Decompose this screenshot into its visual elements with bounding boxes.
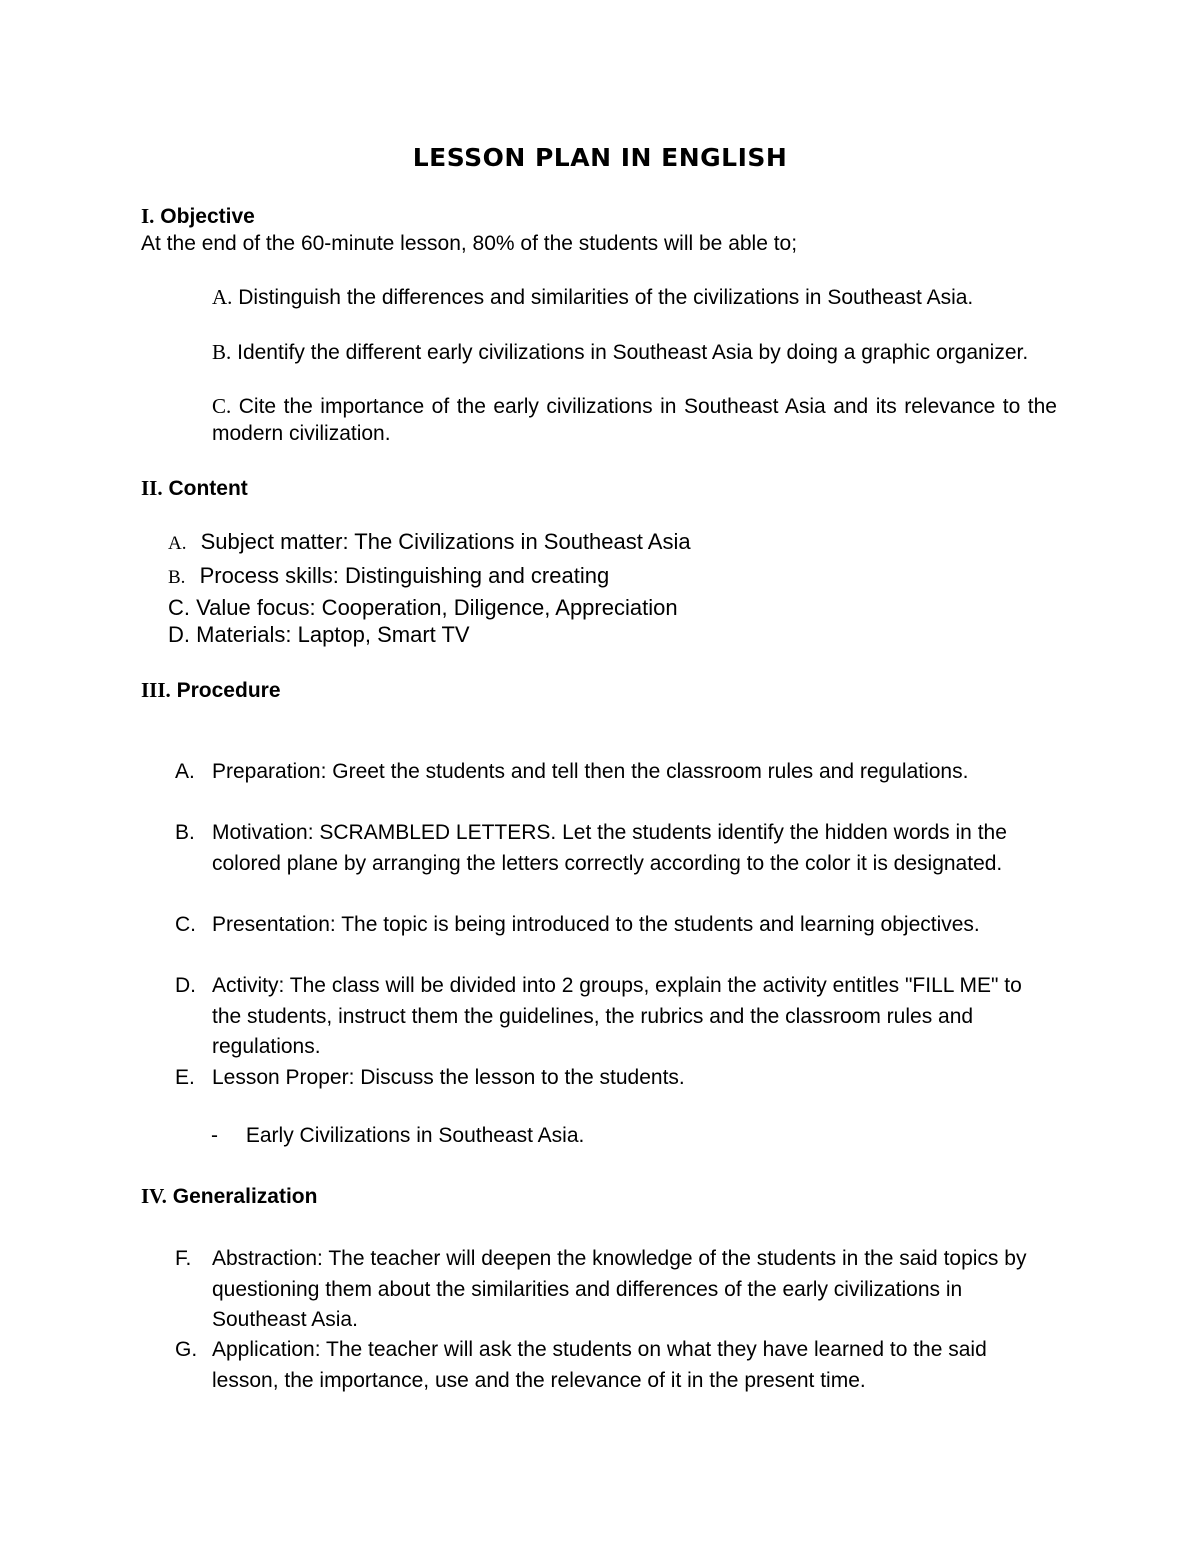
objective-item-b — [212, 339, 1057, 366]
objective-item-c — [212, 393, 1057, 447]
procedure-item-letter: B. — [175, 821, 195, 844]
generalization-numeral: IV. — [141, 1184, 167, 1208]
objective-item-letter: C. — [212, 394, 232, 418]
content-item-text: Value focus: Cooperation, Diligence, Appreciation — [196, 595, 678, 620]
objective-item-text: Distinguish the differences and similarities of the civilizations in Southeast Asia. — [238, 286, 974, 309]
procedure-item-text: Presentation: The topic is being introduced to the students and learning objectives. — [212, 913, 980, 936]
procedure-sub-bullet — [211, 1122, 584, 1149]
generalization-item-letter: F. — [175, 1247, 192, 1270]
content-item-letter: C. — [168, 595, 190, 620]
content-numeral: II. — [141, 476, 163, 500]
generalization-heading — [141, 1183, 317, 1210]
objective-item-a — [212, 284, 1057, 311]
content-item-text: Process skills: Distinguishing and creating — [199, 563, 610, 588]
procedure-numeral: III. — [141, 678, 171, 702]
objective-item-text: Identify the different early civilizations in Southeast Asia by doing a graphic organizer. — [237, 341, 1029, 364]
content-item-letter: A. — [168, 533, 187, 554]
objective-numeral: I. — [141, 204, 155, 228]
generalization-heading-text: Generalization — [172, 1185, 318, 1208]
procedure-item-text: Lesson Proper: Discuss the lesson to the students. — [212, 1066, 685, 1089]
procedure-item-letter: A. — [175, 760, 195, 783]
procedure-heading — [141, 677, 281, 704]
content-heading — [141, 475, 248, 502]
content-item-letter: D. — [168, 622, 190, 647]
content-item-text: Subject matter: The Civilizations in Southeast Asia — [200, 529, 691, 554]
procedure-item-letter: C. — [175, 913, 196, 936]
procedure-item-text: Activity: The class will be divided into 2 groups, explain the activity entitles "FILL ME" to the students, instruct them the guidelines, the rubrics and the classroom rules and regulations. — [212, 974, 1022, 1058]
procedure-item-letter: E. — [175, 1066, 195, 1089]
procedure-item-text: Preparation: Greet the students and tell then the classroom rules and regulations. — [212, 760, 969, 783]
sub-bullet-marker: - — [211, 1124, 218, 1147]
content-item-a — [168, 528, 691, 558]
procedure-item-letter: D. — [175, 974, 196, 997]
content-item-letter: B. — [168, 567, 186, 588]
objective-item-letter: B. — [212, 340, 232, 364]
generalization-item-letter: G. — [175, 1338, 198, 1361]
content-item-b — [168, 562, 609, 592]
procedure-heading-text: Procedure — [176, 679, 281, 702]
objective-heading-text: Objective — [160, 205, 255, 228]
objective-item-text: Cite the importance of the early civilizations in Southeast Asia and its relevance to the modern civilization. — [212, 395, 1057, 445]
generalization-item-text: Application: The teacher will ask the students on what they have learned to the said lesson, the importance, use and the relevance of it in the present time. — [212, 1338, 987, 1392]
content-item-text: Materials: Laptop, Smart TV — [196, 622, 470, 647]
procedure-item-text: Motivation: SCRAMBLED LETTERS. Let the students identify the hidden words in the colored plane by arranging the letters correctly according to the color it is designated. — [212, 821, 1007, 875]
content-item-d — [168, 621, 470, 649]
document-title: LESSON PLAN IN ENGLISH — [412, 143, 788, 172]
content-item-c — [168, 594, 678, 622]
sub-bullet-text: Early Civilizations in Southeast Asia. — [245, 1124, 585, 1147]
objective-item-letter: A. — [212, 285, 233, 309]
generalization-item-text: Abstraction: The teacher will deepen the knowledge of the students in the said topics by questioning them about the similarities and differences of the early civilizations in Southeast Asia. — [212, 1247, 1027, 1331]
content-heading-text: Content — [168, 477, 248, 500]
objective-heading — [141, 203, 255, 230]
objective-intro: At the end of the 60-minute lesson, 80% of the students will be able to; — [141, 232, 798, 255]
